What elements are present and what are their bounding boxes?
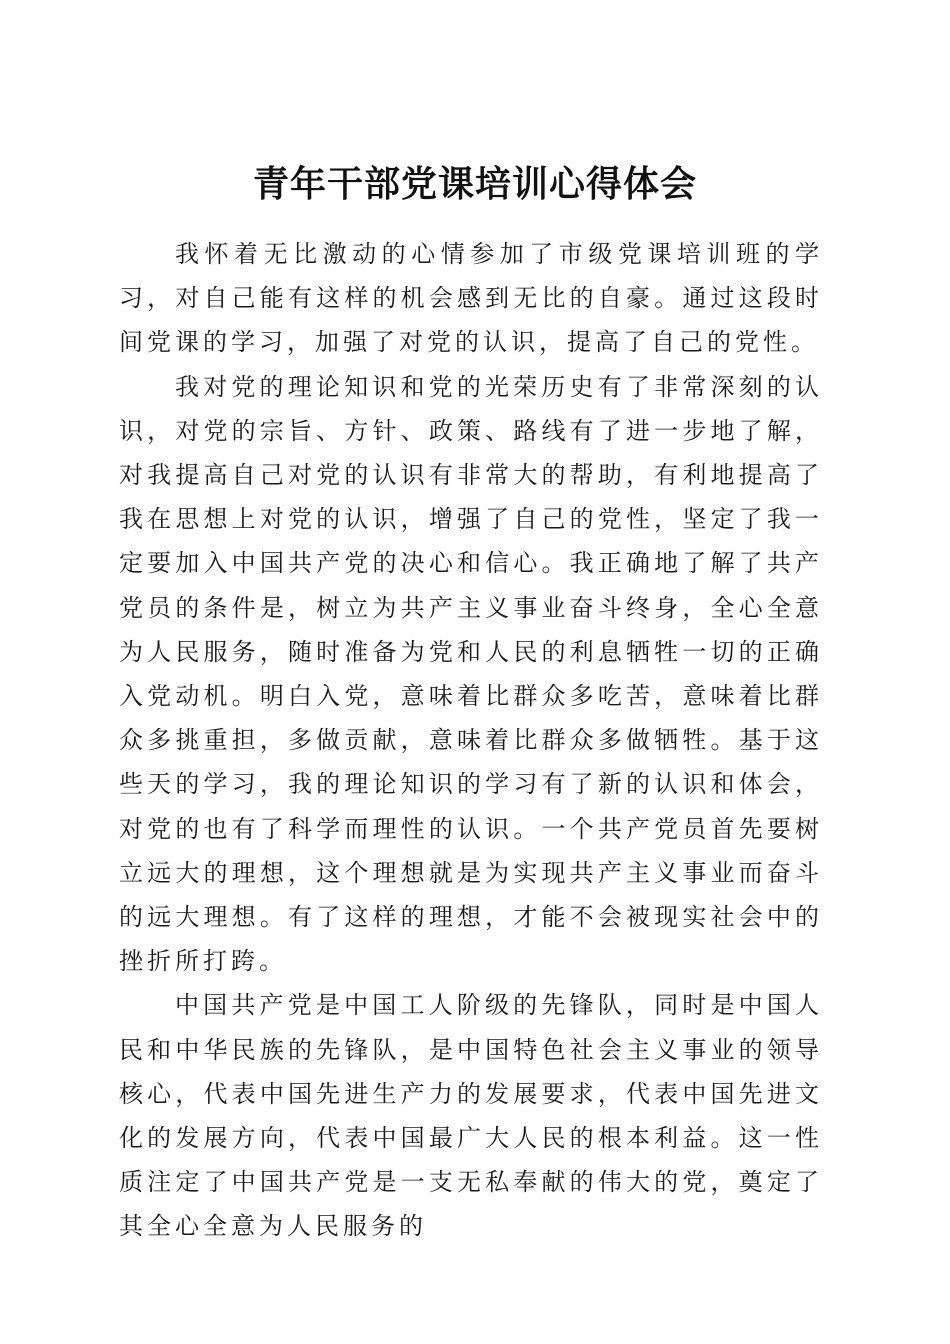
- paragraph-2: 我对党的理论知识和党的光荣历史有了非常深刻的认识，对党的宗旨、方针、政策、路线有了进一步地了解，对我提高自己对党的认识有非常大的帮助，有利地提高了我在思想上对党的认识，增强了自己的党性，坚定了我一定要加入中国共产党的决心和信心。我正确地了解了共产党员的条件是，树立为共产主义事业奋斗终身，全心全意为人民服务，随时准备为党和人民的利息牺牲一切的正确入党动机。明白入党，意味着比群众多吃苦，意味着比群众多挑重担，多做贡献，意味着比群众多做牺牲。基于这些天的学习，我的理论知识的学习有了新的认识和体会，对党的也有了科学而理性的认识。一个共产党员首先要树立远大的理想，这个理想就是为实现共产主义事业而奋斗的远大理想。有了这样的理想，才能不会被现实社会中的挫折所打跨。: [119, 372, 823, 976]
- paragraph-3: 中国共产党是中国工人阶级的先锋队，同时是中国人民和中华民族的先锋队，是中国特色社会主义事业的领导核心，代表中国先进生产力的发展要求，代表中国先进文化的发展方向，代表中国最广大人民的根本利益。这一性质注定了中国共产党是一支无私奉献的伟大的党，奠定了其全心全意为人民服务的: [119, 991, 823, 1241]
- document-title: 青年干部党课培训心得体会: [252, 163, 697, 206]
- document-body: [119, 232, 823, 1249]
- paragraph-1: 我怀着无比激动的心情参加了市级党课培训班的学习，对自己能有这样的机会感到无比的自豪。通过这段时间党课的学习，加强了对党的认识，提高了自己的党性。: [119, 240, 823, 357]
